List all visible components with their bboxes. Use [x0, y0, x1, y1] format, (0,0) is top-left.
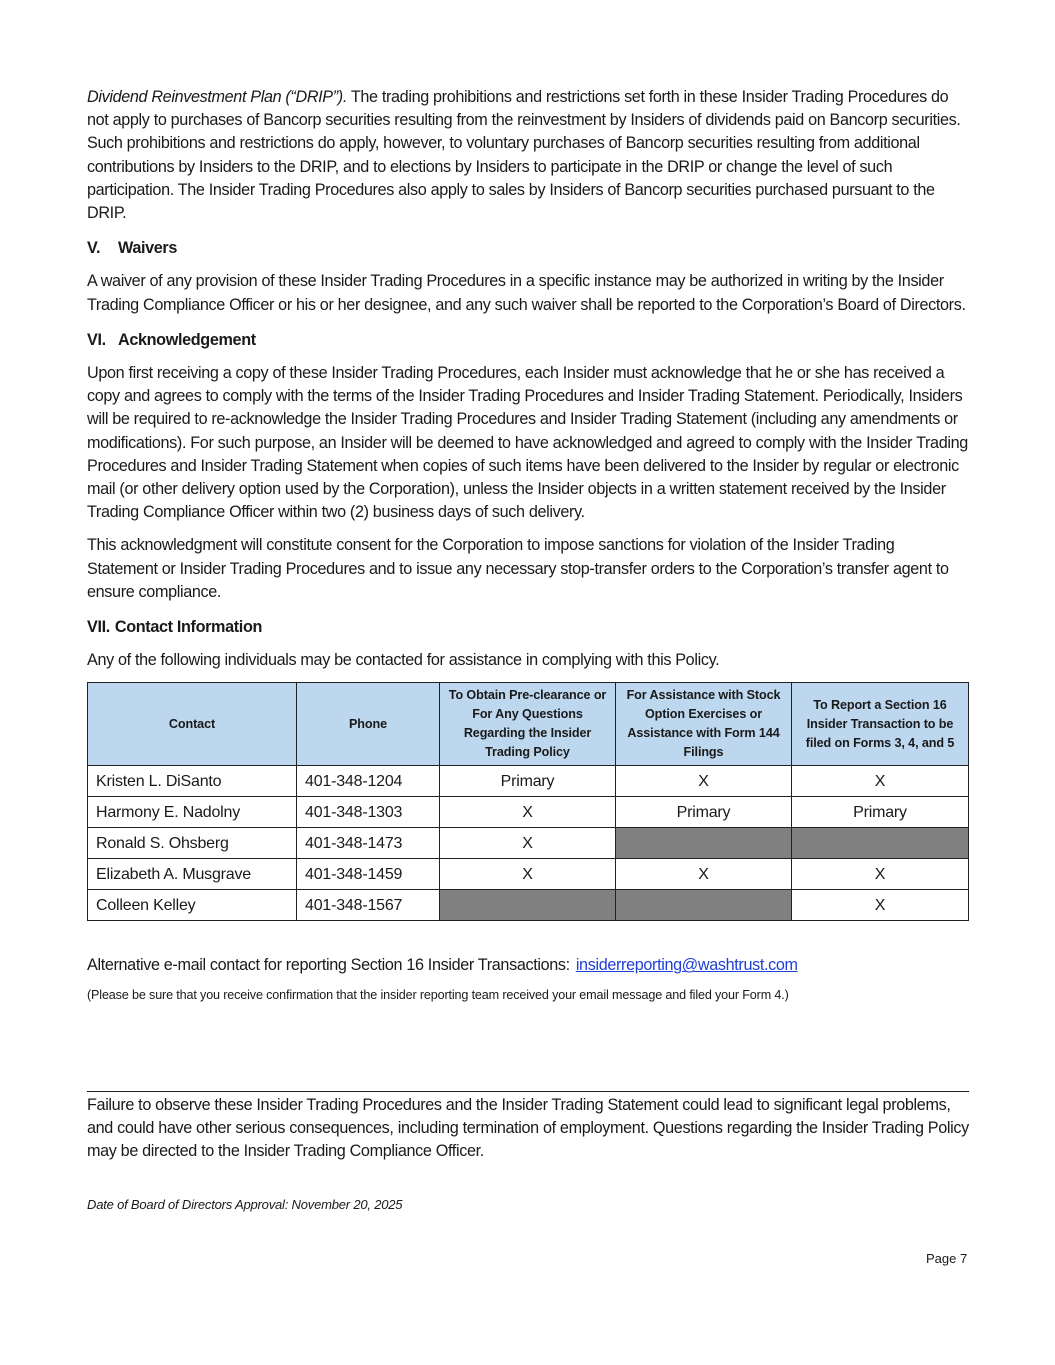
contact-name: Ronald S. Ohsberg [88, 828, 297, 859]
waivers-paragraph: A waiver of any provision of these Insider Trading Procedures in a specific instance may be authorized in writing by the Insider Trading Compliance Officer or his or her designee, and any such waiver shall be reported to the Corporation’s Board of Directors. [87, 272, 966, 314]
section-heading-waivers [87, 237, 969, 260]
header-section16: To Report a Section 16 Insider Transaction to be filed on Forms 3, 4, and 5 [792, 683, 969, 766]
section-number: VI. [87, 330, 106, 349]
contact-name: Harmony E. Nadolny [88, 797, 297, 828]
preclearance-cell: X [440, 828, 616, 859]
section-heading-acknowledgement [87, 329, 969, 352]
page-number: Page 7 [926, 1251, 968, 1266]
section-heading-contact-information [87, 616, 969, 639]
alt-email-label: Alternative e-mail contact for reporting Section 16 Insider Transactions: [87, 956, 570, 975]
header-phone: Phone [297, 683, 440, 766]
acknowledgement-paragraph-1: Upon first receiving a copy of these Insider Trading Procedures, each Insider must acknowledge that he or she has received a copy and agrees to comply with the terms of the Insider Trading Procedures and Insider Trading Statement. Periodically, Insiders will be required to re-acknowledge the Insider Trading Procedures and Insider Trading Statement (including any amendments or modifications). For such purpose, an Insider will be deemed to have acknowledged and agreed to comply with the Insider Trading Procedures and Insider Trading Statement when copies of such items have been delivered to the Insider by regular or electronic mail (or other delivery option used by the Corporation), unless the Insider objects in a written statement received by the Insider Trading Compliance Officer within two (2) business days of such delivery. [87, 364, 968, 522]
contact-phone: 401-348-1303 [297, 797, 440, 828]
section-number: VII. [87, 618, 110, 637]
contact-phone: 401-348-1567 [297, 890, 440, 921]
table-row [88, 859, 969, 890]
table-row [88, 890, 969, 921]
drip-italic-lead: Dividend Reinvestment Plan (“DRIP”). [87, 88, 347, 106]
preclearance-cell: Primary [440, 766, 616, 797]
section-title: Waivers [118, 239, 178, 258]
section-title: Contact Information [114, 618, 263, 637]
failure-paragraph: Failure to observe these Insider Trading Procedures and the Insider Trading Statement could lead to significant legal problems, and could have other serious consequences, including termination of employment. Questions regarding the Insider Trading Policy may be directed to the Insider Trading Compliance Officer. [87, 1096, 969, 1161]
preclearance-cell-shaded [440, 890, 616, 921]
stock-options-cell-shaded [616, 828, 792, 859]
section16-cell: Primary [792, 797, 969, 828]
drip-text: The trading prohibitions and restrictions set forth in these Insider Trading Procedures do not apply to purchases of Bancorp securities resulting from the reinvestment by Insiders of dividends paid on Bancorp securities. Such prohibitions and restrictions do apply, however, to voluntary purchases of Bancorp securities resulting from additional contributions by Insiders to the DRIP, and to elections by Insiders to participate in the DRIP or change the level of such participation. The Insider Trading Procedures also apply to sales by Insiders of Bancorp securities purchased pursuant to the DRIP. [87, 88, 961, 223]
confirmation-note: (Please be sure that you receive confirmation that the insider reporting team received your email message and filed your Form 4.) [87, 987, 789, 1002]
section-title: Acknowledgement [118, 330, 256, 349]
acknowledgement-paragraph-2: This acknowledgment will constitute consent for the Corporation to impose sanctions for violation of the Insider Trading Statement or Insider Trading Procedures and to issue any necessary stop-transfer orders to the Corporation’s transfer agent to ensure compliance. [87, 536, 949, 601]
contact-phone: 401-348-1473 [297, 828, 440, 859]
preclearance-cell: X [440, 797, 616, 828]
stock-options-cell: Primary [616, 797, 792, 828]
insider-reporting-email-link[interactable]: insiderreporting@washtrust.com [575, 956, 798, 975]
contact-phone: 401-348-1204 [297, 766, 440, 797]
contact-name: Elizabeth A. Musgrave [88, 859, 297, 890]
approval-date: Date of Board of Directors Approval: November 20, 2025 [87, 1197, 403, 1212]
section16-cell: X [792, 766, 969, 797]
section16-cell-shaded [792, 828, 969, 859]
contact-table [87, 682, 969, 921]
document-page [87, 86, 969, 1004]
stock-options-cell: X [616, 766, 792, 797]
contact-phone: 401-348-1459 [297, 859, 440, 890]
section16-cell: X [792, 890, 969, 921]
contact-intro: Any of the following individuals may be contacted for assistance in complying with this Policy. [87, 651, 720, 670]
header-stock-options: For Assistance with Stock Option Exercises or Assistance with Form 144 Filings [616, 683, 792, 766]
header-contact: Contact [88, 683, 297, 766]
table-row [88, 766, 969, 797]
contact-name: Colleen Kelley [88, 890, 297, 921]
stock-options-cell-shaded [616, 890, 792, 921]
stock-options-cell: X [616, 859, 792, 890]
header-preclearance: To Obtain Pre-clearance or For Any Questions Regarding the Insider Trading Policy [440, 683, 616, 766]
table-header-row [88, 683, 969, 766]
table-row [88, 828, 969, 859]
horizontal-divider [87, 1091, 969, 1092]
section16-cell: X [792, 859, 969, 890]
section-number: V. [87, 239, 101, 258]
drip-paragraph [87, 86, 969, 225]
contact-name: Kristen L. DiSanto [88, 766, 297, 797]
preclearance-cell: X [440, 859, 616, 890]
table-row [88, 797, 969, 828]
alt-email-line [87, 954, 969, 977]
